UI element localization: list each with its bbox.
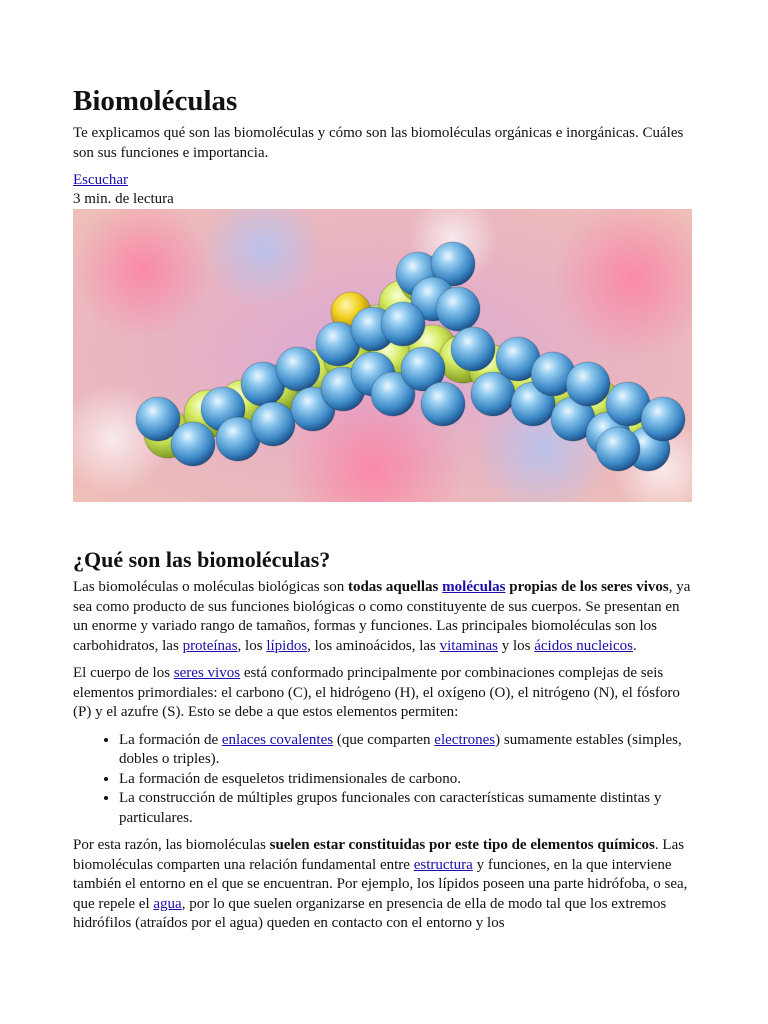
hydrogen-atom — [381, 302, 425, 346]
link-lipidos[interactable]: lípidos — [266, 637, 308, 654]
text-run: Las biomoléculas o moléculas biológicas son — [73, 579, 348, 595]
bold-run: todas aquellas — [347, 579, 443, 595]
text-run: El cuerpo de los — [73, 665, 174, 681]
hydrogen-atom — [436, 287, 480, 331]
list-item: • La formación de esqueletos tridimensionales de carbono. — [119, 770, 695, 790]
text-run: . Las biomoléculas comparten una relación fundamental entre — [73, 837, 685, 873]
text-run: , los — [237, 637, 267, 654]
hydrogen-atom — [596, 427, 640, 471]
link-vitaminas[interactable]: vitaminas — [439, 637, 498, 654]
article-body — [73, 578, 695, 942]
link-acidos-nucleicos[interactable]: ácidos nucleicos — [534, 637, 633, 654]
hydrogen-atom — [251, 402, 295, 446]
link-electrones[interactable]: electrones — [434, 731, 496, 748]
paragraph-1 — [73, 578, 695, 656]
bold-link-wrapper — [442, 579, 505, 595]
hydrogen-atom — [566, 362, 610, 406]
text-run: ) sumamente estables (simples, dobles o triples). — [119, 731, 682, 767]
link-agua[interactable]: agua — [153, 895, 182, 912]
link-seres-vivos[interactable]: seres vivos — [173, 665, 241, 681]
text-run: La formación de — [119, 731, 222, 748]
text-run: Por esta razón, las biomoléculas — [73, 837, 270, 853]
link-proteinas[interactable]: proteínas — [182, 637, 238, 654]
text-run: (que comparten — [333, 731, 435, 748]
hydrogen-atom — [171, 422, 215, 466]
molecule-illustration — [73, 209, 692, 502]
listen-row — [73, 171, 128, 190]
text-run: está conformado principalmente por combinaciones complejas de seis elementos primordiales: el carbono (C), el hidrógeno (H), el oxígeno (O), el nitrógeno (N), el fósforo (P) y el azufre (S). Esto se debe a que estos elementos permiten: — [73, 665, 680, 720]
list-item — [119, 731, 695, 770]
article-intro: Te explicamos qué son las biomoléculas y cómo son las biomoléculas orgánicas e inorgánicas. Cuáles son sus funciones e importancia. — [73, 125, 684, 161]
hydrogen-atom — [641, 397, 685, 441]
hydrogen-atom — [421, 382, 465, 426]
element-properties-list — [73, 731, 695, 829]
text-run: , por lo que suelen organizarse en presencia de ella de modo tal que los extremos hidrófilos (atraídos por el agua) queden en contacto con el entorno y los — [73, 895, 667, 931]
bold-run: suelen estar constituidas por este tipo de elementos químicos — [269, 837, 655, 853]
link-enlaces-covalentes[interactable]: enlaces covalentes — [221, 731, 334, 748]
text-run: , ya sea como producto de sus funciones biológicas o como constituyente de sus cuerpos. Se presentan en un enorme y variado rango de tamaños, formas y funciones. Las principales biomoléculas son los carbohidratos, las — [73, 579, 691, 654]
reading-time: 3 min. de lectura — [73, 191, 174, 207]
bold-run: propias de los seres vivos — [505, 579, 669, 595]
link-estructura[interactable]: estructura — [413, 856, 473, 873]
paragraph-2 — [73, 664, 695, 723]
text-run: . — [632, 637, 637, 654]
link-moleculas[interactable]: moléculas — [442, 579, 506, 595]
list-item: • La construcción de múltiples grupos funcionales con características sumamente distintas y particulares. — [119, 789, 695, 828]
section-heading: ¿Qué son las biomoléculas? — [73, 547, 331, 572]
hydrogen-atom — [451, 327, 495, 371]
paragraph-3 — [73, 836, 695, 934]
text-run: , los aminoácidos, las — [307, 637, 440, 654]
article-title: Biomoléculas — [73, 85, 238, 117]
hydrogen-atom — [276, 347, 320, 391]
text-run: y funciones, en la que interviene también el entorno en el que se encuentran. Por ejemplo, los lípidos poseen una parte hidrófoba, o sea, que repele el — [73, 856, 688, 912]
listen-link[interactable]: Escuchar — [73, 172, 128, 188]
text-run: y los — [497, 637, 535, 654]
hero-image — [73, 209, 692, 502]
